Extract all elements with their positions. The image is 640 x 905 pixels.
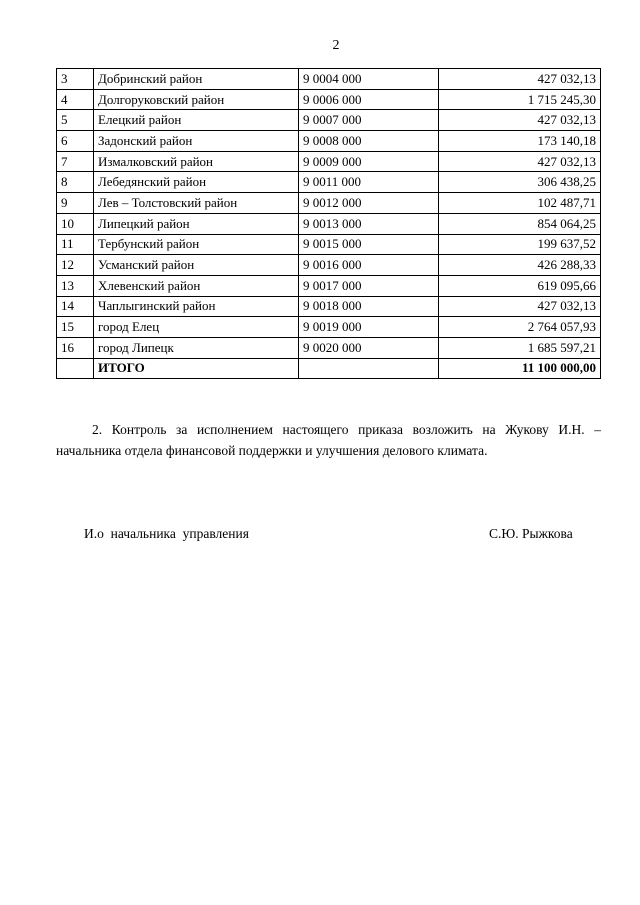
total-empty-cell xyxy=(57,358,94,379)
district-code: 9 0004 000 xyxy=(299,69,439,90)
row-number: 14 xyxy=(57,296,94,317)
amount: 427 032,13 xyxy=(439,69,601,90)
table-row xyxy=(57,234,601,255)
district-code: 9 0015 000 xyxy=(299,234,439,255)
district-code: 9 0011 000 xyxy=(299,172,439,193)
table-row xyxy=(57,255,601,276)
row-number: 3 xyxy=(57,69,94,90)
district-name: Хлевенский район xyxy=(94,275,299,296)
row-number: 12 xyxy=(57,255,94,276)
district-name: Задонский район xyxy=(94,131,299,152)
district-code: 9 0020 000 xyxy=(299,337,439,358)
amount: 854 064,25 xyxy=(439,213,601,234)
table-row xyxy=(57,275,601,296)
district-name: город Липецк xyxy=(94,337,299,358)
signatory-title: И.о начальника управления xyxy=(84,526,249,541)
amount: 427 032,13 xyxy=(439,151,601,172)
district-name: Долгоруковский район xyxy=(94,89,299,110)
row-number: 9 xyxy=(57,193,94,214)
amount: 427 032,13 xyxy=(439,110,601,131)
row-number: 4 xyxy=(57,89,94,110)
district-code: 9 0019 000 xyxy=(299,317,439,338)
district-name: Усманский район xyxy=(94,255,299,276)
amount: 173 140,18 xyxy=(439,131,601,152)
page-number: 2 xyxy=(332,38,340,53)
amount: 1 715 245,30 xyxy=(439,89,601,110)
district-code: 9 0012 000 xyxy=(299,193,439,214)
table-row xyxy=(57,151,601,172)
control-paragraph: 2. Контроль за исполнением настоящего приказа возложить на Жукову И.Н. – начальника отдела финансовой поддержки и улучшения делового климата. xyxy=(56,422,601,458)
allocation-table xyxy=(56,68,601,379)
district-code: 9 0009 000 xyxy=(299,151,439,172)
row-number: 16 xyxy=(57,337,94,358)
row-number: 13 xyxy=(57,275,94,296)
district-code: 9 0006 000 xyxy=(299,89,439,110)
district-name: Лев – Толстовский район xyxy=(94,193,299,214)
district-code: 9 0008 000 xyxy=(299,131,439,152)
table-row xyxy=(57,69,601,90)
table-row xyxy=(57,213,601,234)
district-name: Чаплыгинский район xyxy=(94,296,299,317)
table-row xyxy=(57,296,601,317)
district-code: 9 0018 000 xyxy=(299,296,439,317)
district-name: город Елец xyxy=(94,317,299,338)
row-number: 7 xyxy=(57,151,94,172)
table-row xyxy=(57,131,601,152)
district-name: Тербунский район xyxy=(94,234,299,255)
signatory-name: С.Ю. Рыжкова xyxy=(489,526,573,541)
row-number: 5 xyxy=(57,110,94,131)
table-row xyxy=(57,193,601,214)
district-name: Лебедянский район xyxy=(94,172,299,193)
amount: 427 032,13 xyxy=(439,296,601,317)
total-row xyxy=(57,358,601,379)
amount: 619 095,66 xyxy=(439,275,601,296)
table-row xyxy=(57,110,601,131)
table-row xyxy=(57,89,601,110)
district-code: 9 0017 000 xyxy=(299,275,439,296)
district-name: Добринский район xyxy=(94,69,299,90)
total-amount: 11 100 000,00 xyxy=(439,358,601,379)
amount: 1 685 597,21 xyxy=(439,337,601,358)
table-row xyxy=(57,337,601,358)
row-number: 11 xyxy=(57,234,94,255)
district-code: 9 0013 000 xyxy=(299,213,439,234)
district-code: 9 0016 000 xyxy=(299,255,439,276)
amount: 199 637,52 xyxy=(439,234,601,255)
district-name: Липецкий район xyxy=(94,213,299,234)
district-name: Елецкий район xyxy=(94,110,299,131)
amount: 426 288,33 xyxy=(439,255,601,276)
total-empty-cell xyxy=(299,358,439,379)
row-number: 6 xyxy=(57,131,94,152)
row-number: 10 xyxy=(57,213,94,234)
row-number: 8 xyxy=(57,172,94,193)
total-label: ИТОГО xyxy=(94,358,299,379)
amount: 102 487,71 xyxy=(439,193,601,214)
district-name: Измалковский район xyxy=(94,151,299,172)
table-row xyxy=(57,172,601,193)
amount: 306 438,25 xyxy=(439,172,601,193)
amount: 2 764 057,93 xyxy=(439,317,601,338)
row-number: 15 xyxy=(57,317,94,338)
table-row xyxy=(57,317,601,338)
district-code: 9 0007 000 xyxy=(299,110,439,131)
